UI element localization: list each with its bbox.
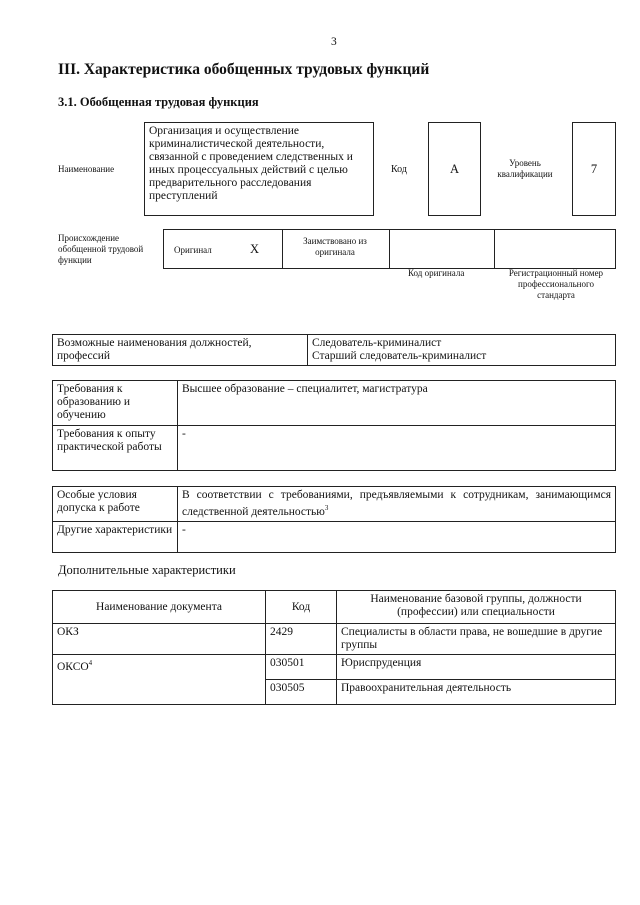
code-value: A [449,162,460,176]
subsection-title: 3.1. Обобщенная трудовая функция [58,95,259,109]
doc-text: ОКСО [57,660,89,673]
additional-title: Дополнительные характеристики [58,563,236,577]
code-box [428,122,481,216]
special-value: В соответствии с требованиями, предъявляемыми к сотрудникам, занимающимся следственной деятельностью [182,489,611,518]
special-label: Особые условия допуска к работе [53,487,178,522]
table-row [53,655,616,680]
other-value: - [178,521,616,552]
origin-table [163,229,616,269]
level-label: Уровень квалификации [497,158,553,179]
function-name-box [144,122,374,216]
row-code: 030505 [266,680,337,705]
footnote-4: 4 [88,659,93,667]
row-code: 2429 [266,624,337,655]
row-name: Юриспруденция [337,655,616,680]
function-name-value: Организация и осуществление криминалистической деятельности, связанной с проведением следственных и иных процессуальных действий с целью предварительного расследования преступлений [149,125,353,202]
other-label: Другие характеристики [53,521,178,552]
positions-table [52,334,616,366]
origin-label: Происхождение обобщенной трудовой функции [58,233,144,265]
original-label: Оригинал [174,245,212,255]
position-2: Старший следователь-криминалист [312,350,487,362]
requirements-table [52,380,616,471]
conditions-table [52,486,616,553]
experience-value: - [178,426,616,471]
borrowed-label: Заимствовано из оригинала [303,236,367,257]
education-value: Высшее образование – специалитет, магистратура [178,381,616,426]
code-original-label: Код оригинала [408,268,465,278]
additional-table [52,590,616,705]
level-box [572,122,616,216]
education-label: Требования к образованию и обучению [53,381,178,426]
row-name: Правоохранительная деятельность [337,680,616,705]
experience-label: Требования к опыту практической работы [53,426,178,471]
header-name: Наименование базовой группы, должности (профессии) или специальности [337,591,616,624]
reg-number-label: Регистрационный номер профессионального стандарта [508,268,604,300]
name-label: Наименование [58,164,115,174]
section-title: III. Характеристика обобщенных трудовых функций [58,61,430,78]
special-value-cell [178,487,616,522]
table-row [53,624,616,655]
divider [494,230,495,268]
row-doc [53,655,266,705]
row-code: 030501 [266,655,337,680]
divider [389,230,390,268]
page-number: 3 [331,36,337,48]
positions-label: Возможные наименования должностей, профессий [53,335,308,366]
positions-values [308,335,616,366]
footnote-3: 3 [324,504,329,512]
level-value: 7 [590,162,598,176]
header-document: Наименование документа [53,591,266,624]
doc-text: ОКЗ [57,626,79,638]
row-name: Специалисты в области права, не вошедшие в другие группы [337,624,616,655]
code-label: Код [391,164,407,175]
original-mark: X [250,242,260,256]
row-doc [53,624,266,655]
header-code: Код [266,591,337,624]
position-1: Следователь-криминалист [312,337,442,349]
